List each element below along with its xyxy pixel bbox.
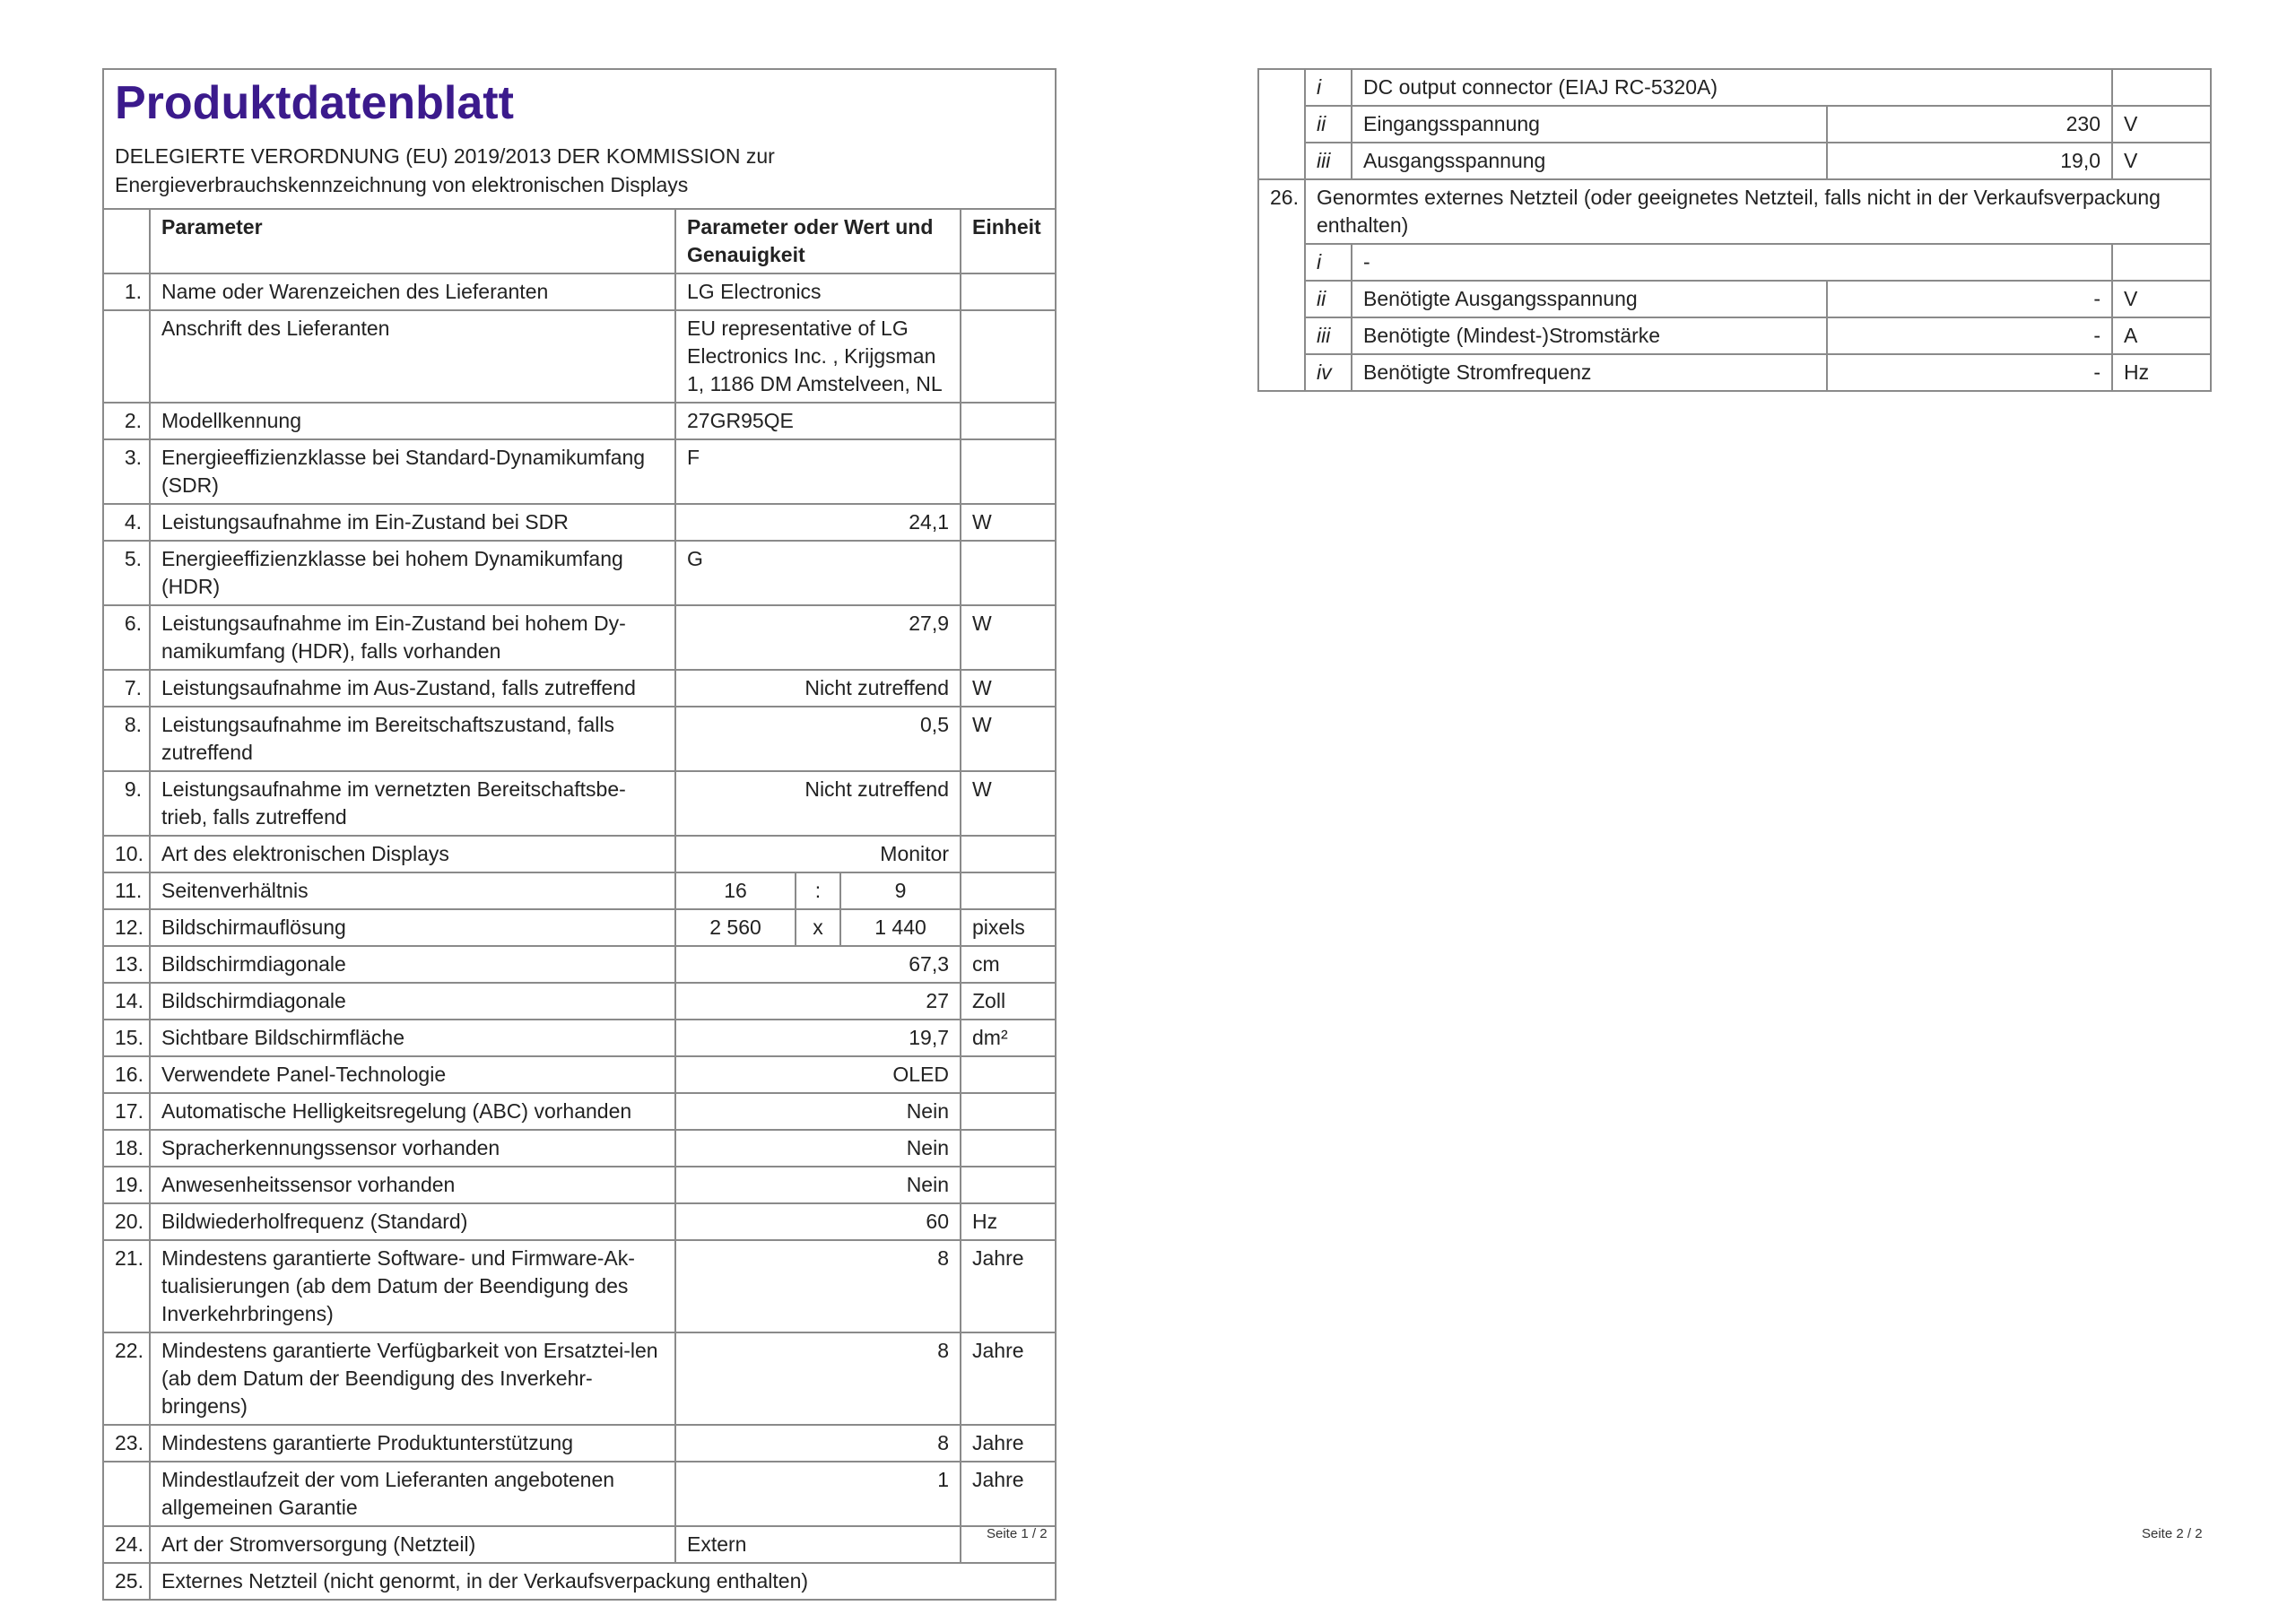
- table-row: 4. Leistungsaufnahme im Ein-Zustand bei SDR 24,1 W: [103, 504, 1056, 541]
- table-row: 3. Energieeffizienzklasse bei Standard-Dynamikumfang (SDR) F: [103, 439, 1056, 504]
- table-row: 8. Leistungsaufnahme im Bereitschaftszustand, falls zutreffend 0,5 W: [103, 707, 1056, 771]
- table-row: 24. Art der Stromversorgung (Netzteil) Extern: [103, 1526, 1056, 1563]
- column-header-value: Parameter oder Wert und Genauigkeit: [675, 209, 961, 273]
- table-row: 21. Mindestens garantierte Software- und Firmware-Ak-tualisierungen (ab dem Datum der Beendigung des Inverkehrbringens) 8 Jahre: [103, 1240, 1056, 1332]
- title-row: [103, 69, 1056, 209]
- table-row: 1. Name oder Warenzeichen des Lieferanten LG Electronics: [103, 273, 1056, 310]
- table-row: 26. Genormtes externes Netzteil (oder geeignetes Netzteil, falls nicht in der Verkaufsverpackung enthalten): [1258, 179, 2211, 244]
- table-row: 16. Verwendete Panel-Technologie OLED: [103, 1056, 1056, 1093]
- page-2: [1257, 68, 2210, 392]
- table-row: 7. Leistungsaufnahme im Aus-Zustand, falls zutreffend Nicht zutreffend W: [103, 670, 1056, 707]
- table-row: 5. Energieeffizienzklasse bei hohem Dynamikumfang (HDR) G: [103, 541, 1056, 605]
- table-row: iii Ausgangsspannung 19,0 V: [1258, 143, 2211, 179]
- table-row: iii Benötigte (Mindest-)Stromstärke - A: [1258, 317, 2211, 354]
- product-data-table-continued: [1257, 68, 2212, 392]
- table-row: Mindestlaufzeit der vom Lieferanten angebotenen allgemeinen Garantie 1 Jahre: [103, 1462, 1056, 1526]
- table-row: 9. Leistungsaufnahme im vernetzten Bereitschaftsbe-trieb, falls zutreffend Nicht zutreffend W: [103, 771, 1056, 836]
- document-subtitle-1: DELEGIERTE VERORDNUNG (EU) 2019/2013 DER KOMMISSION zur: [115, 144, 775, 168]
- table-row: ii Benötigte Ausgangsspannung - V: [1258, 281, 2211, 317]
- table-row: ii Eingangsspannung 230 V: [1258, 106, 2211, 143]
- table-row: 23. Mindestens garantierte Produktunterstützung 8 Jahre: [103, 1425, 1056, 1462]
- table-row: 25. Externes Netzteil (nicht genormt, in der Verkaufsverpackung enthalten): [103, 1563, 1056, 1600]
- table-row: iv Benötigte Stromfrequenz - Hz: [1258, 354, 2211, 391]
- table-row: 6. Leistungsaufnahme im Ein-Zustand bei hohem Dy-namikumfang (HDR), falls vorhanden 27,9 W: [103, 605, 1056, 670]
- document-subtitle-2: Energieverbrauchskennzeichnung von elektronischen Displays: [115, 173, 689, 196]
- table-row: 2. Modellkennung 27GR95QE: [103, 403, 1056, 439]
- table-row: 12. Bildschirmauflösung 2 560 x 1 440 pixels: [103, 909, 1056, 946]
- table-row: 22. Mindestens garantierte Verfügbarkeit von Ersatztei-len (ab dem Datum der Beendigung des Inverkehr-bringens) 8 Jahre: [103, 1332, 1056, 1425]
- table-row: 11. Seitenverhältnis 16 : 9: [103, 872, 1056, 909]
- page-number-1: Seite 1 / 2: [987, 1526, 1048, 1541]
- table-row: 20. Bildwiederholfrequenz (Standard) 60 Hz: [103, 1203, 1056, 1240]
- document-title: Produktdatenblatt: [115, 77, 514, 129]
- column-header-parameter: Parameter: [150, 209, 675, 273]
- table-row: 18. Spracherkennungssensor vorhanden Nein: [103, 1130, 1056, 1167]
- product-data-table: [102, 68, 1057, 1601]
- header-row: [103, 209, 1056, 273]
- table-row: 19. Anwesenheitssensor vorhanden Nein: [103, 1167, 1056, 1203]
- page-1: [102, 68, 1055, 1601]
- table-row: 17. Automatische Helligkeitsregelung (ABC) vorhanden Nein: [103, 1093, 1056, 1130]
- table-row: 15. Sichtbare Bildschirmfläche 19,7 dm²: [103, 1020, 1056, 1056]
- page-number-2: Seite 2 / 2: [2142, 1526, 2203, 1541]
- table-row: Anschrift des Lieferanten EU representative of LG Electronics Inc. , Krijgsman 1, 1186 DM Amstelveen, NL: [103, 310, 1056, 403]
- table-row: 10. Art des elektronischen Displays Monitor: [103, 836, 1056, 872]
- table-row: i DC output connector (EIAJ RC-5320A): [1258, 69, 2211, 106]
- column-header-unit: Einheit: [961, 209, 1056, 273]
- table-row: 14. Bildschirmdiagonale 27 Zoll: [103, 983, 1056, 1020]
- table-row: 13. Bildschirmdiagonale 67,3 cm: [103, 946, 1056, 983]
- table-row: i -: [1258, 244, 2211, 281]
